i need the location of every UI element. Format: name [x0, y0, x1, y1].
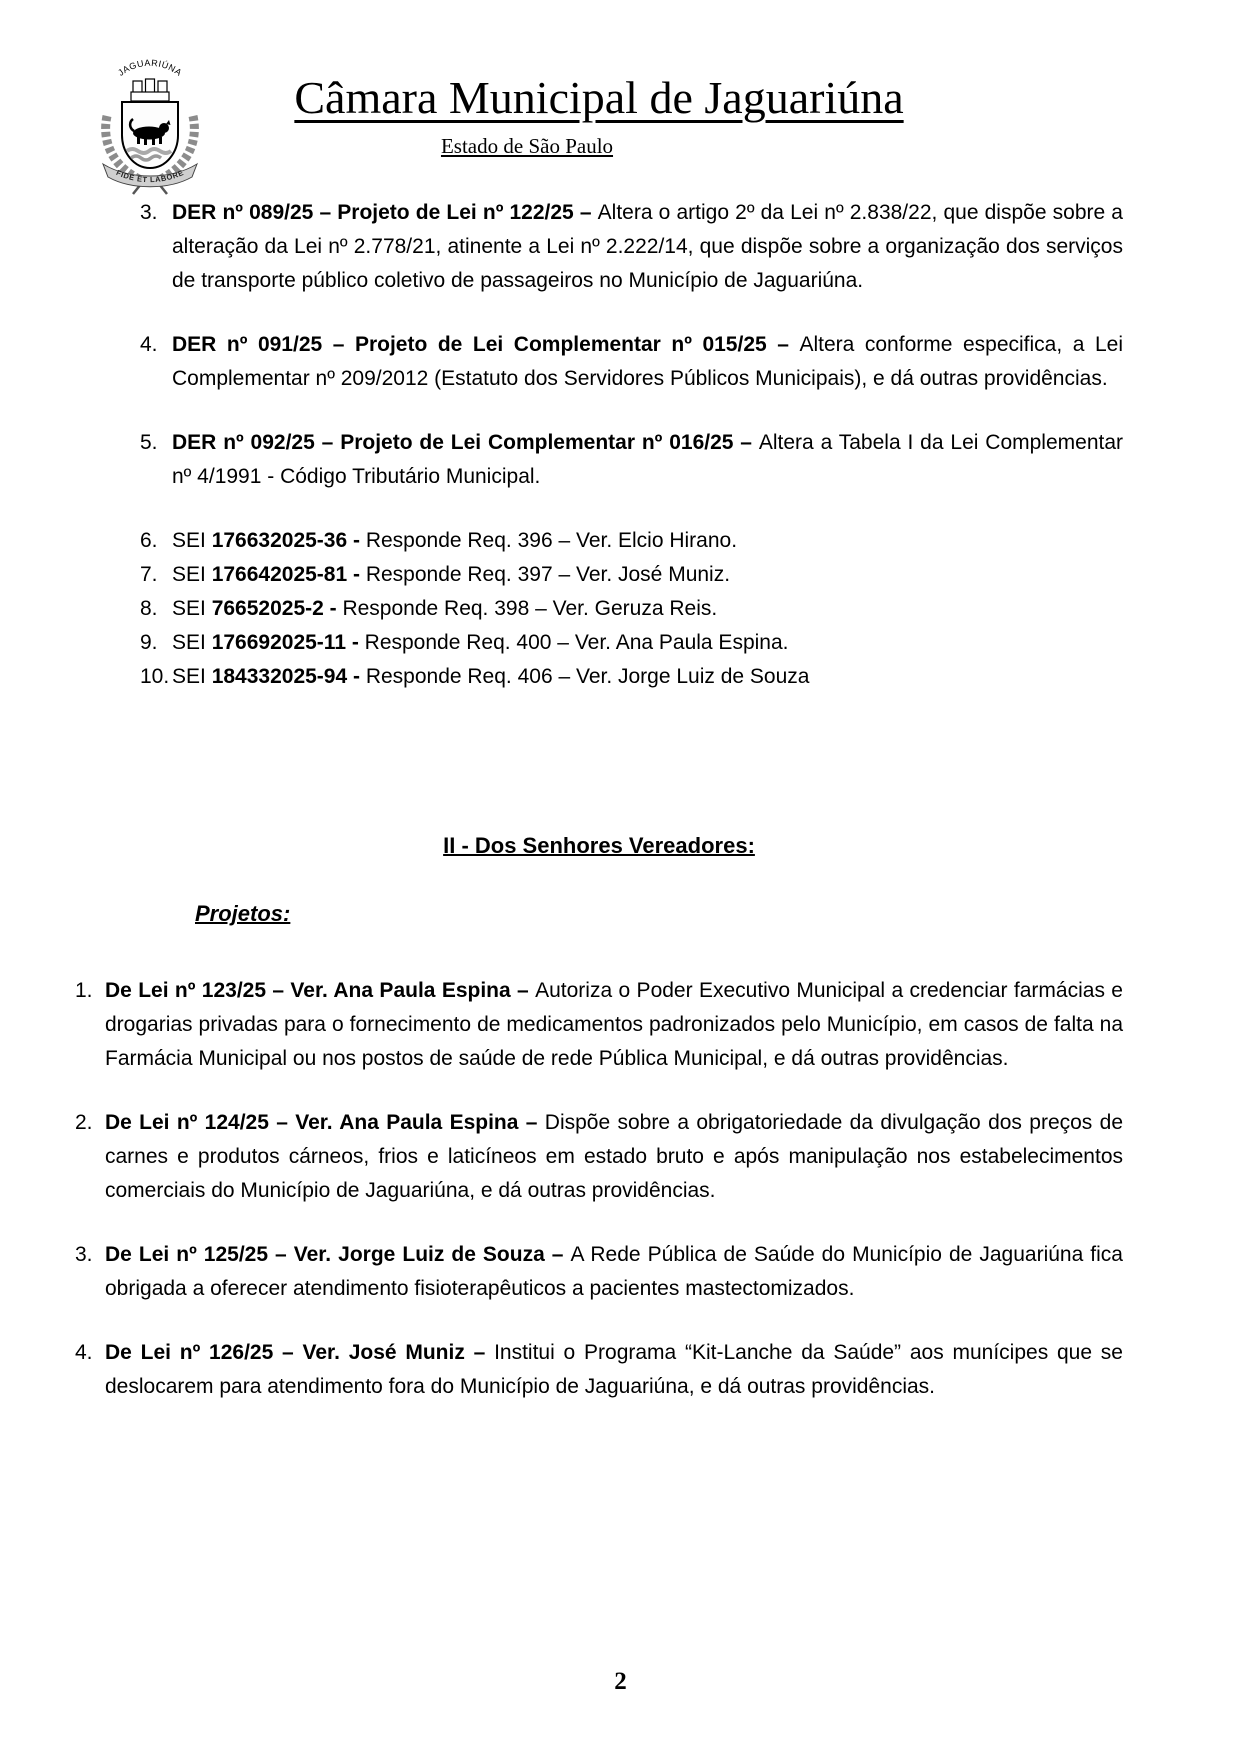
page-title: Câmara Municipal de Jaguariúna: [294, 72, 904, 123]
svg-text:JAGUARIÚNA: [116, 58, 184, 78]
item-text: SEI 76652025-2 - Responde Req. 398 – Ver. Geruza Reis.: [172, 597, 718, 620]
item-text: DER nº 092/25 – Projeto de Lei Complementar nº 016/25 – Altera a Tabela I da Lei Complementar nº 4/1991 - Código Tributário Municipal.: [172, 431, 1124, 488]
list-item: [140, 328, 1123, 396]
list-item: [140, 660, 1123, 694]
item-number: 9.: [140, 631, 158, 654]
list-item: [75, 1106, 1123, 1208]
section-heading-vereadores: II - Dos Senhores Vereadores:: [443, 833, 755, 858]
item-text: DER nº 089/25 – Projeto de Lei nº 122/25 – Altera o artigo 2º da Lei nº 2.838/22, que dispõe sobre a alteração da Lei nº 2.778/21, atinente a Lei nº 2.222/14, que dispõe sobre a organização dos serviços de transporte público coletivo de passageiros no Município de Jaguariúna.: [172, 201, 1123, 292]
item-text: De Lei nº 126/25 – Ver. José Muniz – Institui o Programa “Kit-Lanche da Saúde” aos munícipes que se deslocarem para atendimento fora do Município de Jaguariúna, e dá outras providências.: [105, 1341, 1123, 1398]
list-item: [75, 1336, 1123, 1404]
list-item: [140, 592, 1123, 626]
item-number: 3.: [75, 1243, 93, 1266]
projetos-items-list: [75, 974, 1123, 1404]
list-item: [140, 426, 1123, 494]
item-text: SEI 184332025-94 - Responde Req. 406 – Ver. Jorge Luiz de Souza: [172, 665, 810, 688]
item-text: De Lei nº 125/25 – Ver. Jorge Luiz de Souza – A Rede Pública de Saúde do Município de Jaguariúna fica obrigada a oferecer atendimento fisioterapêuticos a pacientes mastectomizados.: [105, 1243, 1123, 1300]
list-item: [140, 196, 1123, 298]
item-number: 4.: [140, 333, 158, 356]
item-number: 6.: [140, 529, 158, 552]
header-subtitle: Estado de São Paulo: [440, 134, 614, 158]
der-items-list: [140, 196, 1123, 694]
document-header: [75, 57, 1123, 185]
item-number: 4.: [75, 1341, 93, 1364]
item-number: 2.: [75, 1111, 93, 1134]
item-text: De Lei nº 123/25 – Ver. Ana Paula Espina – Autoriza o Poder Executivo Municipal a credenciar farmácias e drogarias privadas para o fornecimento de medicamentos padronizados pelo Município, em casos de falta na Farmácia Municipal ou nos postos de saúde de rede Pública Municipal, e dá outras providências.: [105, 979, 1123, 1070]
header-text-block: [75, 68, 1123, 160]
list-item: [140, 626, 1123, 660]
list-item: [75, 974, 1123, 1076]
item-number: 1.: [75, 979, 93, 1002]
logo-banner-text: FIDE ET LABORE: [114, 168, 186, 185]
logo-top-text: JAGUARIÚNA: [116, 57, 184, 78]
coat-of-arms-icon: [89, 56, 211, 196]
coat-of-arms-logo: [89, 56, 211, 196]
item-text: DER nº 091/25 – Projeto de Lei Complementar nº 015/25 – Altera conforme especifica, a Lei Complementar nº 209/2012 (Estatuto dos Servidores Públicos Municipais), e dá outras providências.: [172, 333, 1123, 390]
subheading-projetos: Projetos:: [195, 901, 291, 926]
item-number: 3.: [140, 201, 158, 224]
list-item: [140, 558, 1123, 592]
item-number: 7.: [140, 563, 158, 586]
page-number: 2: [614, 1668, 627, 1695]
item-number: 8.: [140, 597, 158, 620]
item-text: De Lei nº 124/25 – Ver. Ana Paula Espina – Dispõe sobre a obrigatoriedade da divulgação dos preços de carnes e produtos cárneos, frios e laticíneos em estado bruto e após manipulação nos estabelecimentos comerciais do Município de Jaguariúna, e dá outras providências.: [105, 1111, 1123, 1202]
item-text: SEI 176642025-81 - Responde Req. 397 – Ver. José Muniz.: [172, 563, 731, 586]
item-text: SEI 176692025-11 - Responde Req. 400 – Ver. Ana Paula Espina.: [172, 631, 789, 654]
list-item: [140, 524, 1123, 558]
item-number: 10.: [140, 665, 170, 688]
item-number: 5.: [140, 431, 158, 454]
item-text: SEI 176632025-36 - Responde Req. 396 – Ver. Elcio Hirano.: [172, 529, 738, 552]
list-item: [75, 1238, 1123, 1306]
